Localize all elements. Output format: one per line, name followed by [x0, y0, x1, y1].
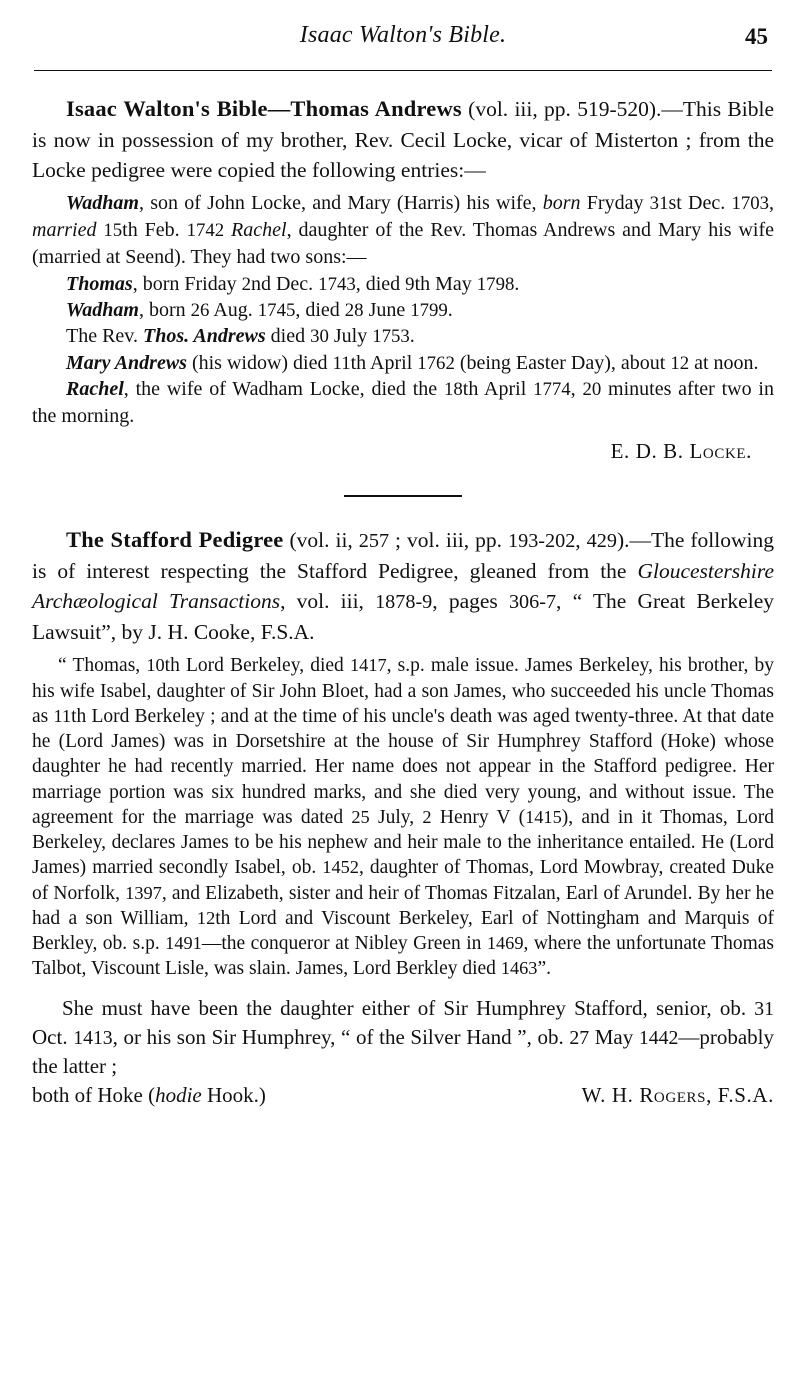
- article-isaac-waltons-bible: [32, 93, 774, 464]
- article-lead-rest: (vol. iii, pp. 519-520).—This Bible is now in possession of my brother, Rev. Cecil Locke, vicar of Misterton ; from the Locke pedigree were copied the following entries:—: [32, 97, 774, 183]
- entry-paragraph-thomas: Thomas, born Friday 2nd Dec. 1743, died 9th May 1798.: [66, 272, 520, 295]
- article-headword-2: The Stafford Pedigree: [66, 526, 284, 552]
- article-lead-paragraph-2: The Stafford Pedigree (vol. ii, 257 ; vol. iii, pp. 193-202, 429).—The following is of interest respecting the Stafford Pedigree, gleaned from the Gloucestershire Archæological Transactions, vol. iii, 1878-9, pages 306-7, “ The Great Berkeley Lawsuit”, by J. H. Cooke, F.S.A.: [32, 526, 775, 644]
- running-title: Isaac Walton's Bible.: [299, 22, 507, 48]
- running-header: [32, 22, 774, 60]
- header-rule: [34, 70, 772, 71]
- article-signature-2: W. H. Rogers, F.S.A.: [581, 1082, 774, 1107]
- page-number: 45: [745, 24, 768, 49]
- entry-paragraph-wadham-son: Wadham, born 26 Aug. 1745, died 28 June 1799.: [66, 298, 453, 321]
- article-stafford-pedigree: [32, 524, 774, 1108]
- article-closing: She must have been the daughter either of Sir Humphrey Stafford, senior, ob. 31 Oct. 1413, or his son Sir Humphrey, “ of the Silver Hand ”, ob. 27 May 1442—probably the latter ;: [32, 995, 774, 1078]
- section-divider: [32, 484, 774, 502]
- article-headword: Isaac Walton's Bible—Thomas Andrews: [66, 96, 462, 121]
- entry-paragraph-rev-thos: The Rev. Thos. Andrews died 30 July 1753.: [66, 325, 415, 348]
- divider-rule: [344, 495, 462, 497]
- article-closing-tail: both of Hoke (hodie Hook.): [32, 1082, 266, 1107]
- article-lead-paragraph: [32, 93, 774, 186]
- entry-paragraph-mary-andrews: Mary Andrews (his widow) died 11th April 1762 (being Easter Day), about 12 at noon.: [66, 351, 759, 374]
- entry-paragraph-wadham: Wadham, son of John Locke, and Mary (Harris) his wife, born Fryday 31st Dec. 1703, married 15th Feb. 1742 Rachel, daughter of the Rev. Thomas Andrews and Mary his wife (married at Seend). They had two sons:—: [32, 191, 775, 268]
- article-quote: “ Thomas, 10th Lord Berkeley, died 1417, s.p. male issue. James Berkeley, his brother, by his wife Isabel, daughter of Sir John Bloet, had a son James, who succeeded his uncle Thomas as 11th Lord Berkeley ; and at the time of his uncle's death was aged twenty-three. At that date he (Lord James) was in Dorsetshire at the house of Sir Humphrey Stafford (Hoke) whose daughter he had recently married. Her name does not appear in the Stafford pedigree. Her marriage portion was six hundred marks, and she died very young, and without issue. The agreement for the marriage was dated 25 July, 2 Henry V (1415), and in it Thomas, Lord Berkeley, declares James to be his nephew and heir male to the inheritance entailed. He (Lord James) married secondly Isabel, ob. 1452, daughter of Thomas, Lord Mowbray, created Duke of Norfolk, 1397, and Elizabeth, sister and heir of Thomas Fitzalan, Earl of Arundel. By her he had a son William, 12th Lord and Viscount Berkeley, Earl of Nottingham and Marquis of Berkley, ob. s.p. 1491—the conqueror at Nibley Green in 1469, where the unfortunate Thomas Talbot, Viscount Lisle, was slain. James, Lord Berkley died 1463”.: [32, 655, 775, 980]
- entry-paragraph-rachel: Rachel, the wife of Wadham Locke, died the 18th April 1774, 20 minutes after two in the morning.: [32, 378, 774, 427]
- article-last-line: [32, 1083, 774, 1108]
- article-signature: E. D. B. Locke.: [610, 438, 752, 463]
